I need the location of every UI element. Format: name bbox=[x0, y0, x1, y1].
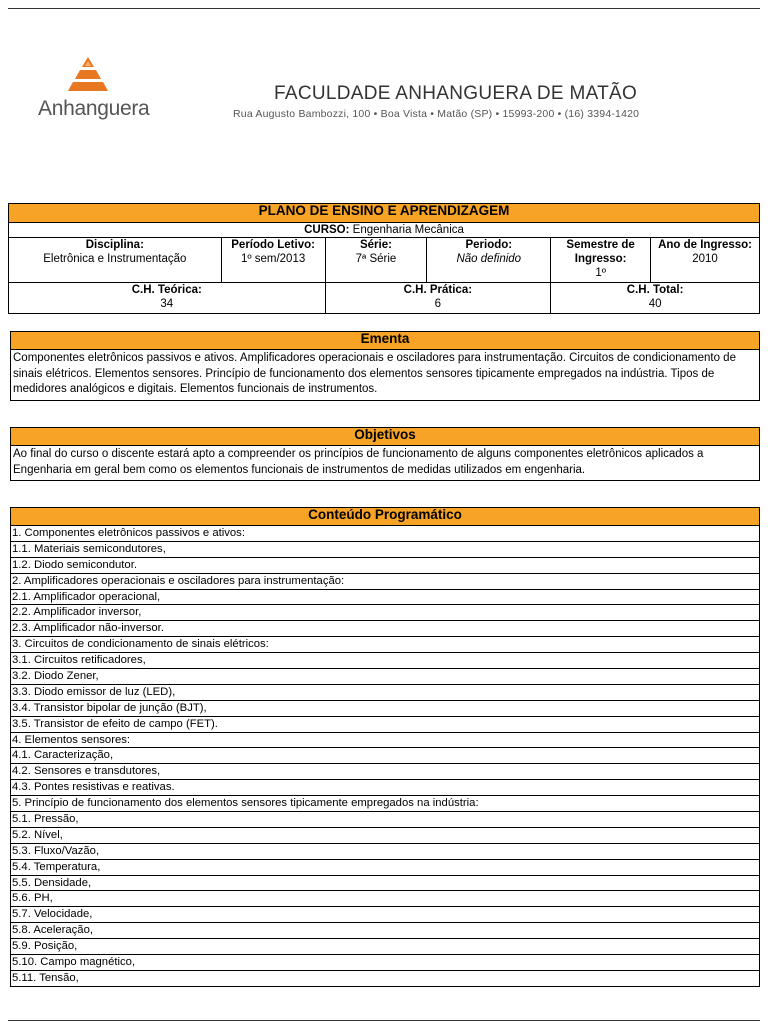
ch-pratica-label: C.H. Prática: bbox=[403, 284, 473, 296]
conteudo-item: 1.2. Diodo semicondutor. bbox=[11, 557, 760, 573]
conteudo-item: 1. Componentes eletrônicos passivos e ativos: bbox=[11, 526, 760, 542]
conteudo-title: Conteúdo Programático bbox=[11, 508, 760, 526]
conteudo-item: 5.11. Tensão, bbox=[11, 970, 760, 986]
table-row bbox=[11, 637, 760, 653]
table-row bbox=[11, 621, 760, 637]
table-row bbox=[11, 684, 760, 700]
disciplina-cell bbox=[9, 238, 222, 283]
table-row bbox=[11, 907, 760, 923]
conteudo-item: 3.1. Circuitos retificadores, bbox=[11, 653, 760, 669]
plan-info-table bbox=[8, 203, 760, 314]
conteudo-item: 3.5. Transistor de efeito de campo (FET). bbox=[11, 716, 760, 732]
table-row bbox=[11, 812, 760, 828]
table-row bbox=[11, 700, 760, 716]
ch-pratica-cell bbox=[325, 283, 551, 314]
objetivos-title: Objetivos bbox=[11, 428, 760, 446]
conteudo-item: 2. Amplificadores operacionais e osciladores para instrumentação: bbox=[11, 573, 760, 589]
ch-pratica-value: 6 bbox=[434, 298, 442, 310]
conteudo-item: 1.1. Materiais semicondutores, bbox=[11, 541, 760, 557]
semestre-value: 1º bbox=[595, 267, 606, 279]
conteudo-section bbox=[10, 507, 760, 987]
conteudo-item: 5.1. Pressão, bbox=[11, 812, 760, 828]
periodo-letivo-label: Período Letivo: bbox=[231, 239, 315, 251]
table-row bbox=[11, 939, 760, 955]
table-row bbox=[11, 589, 760, 605]
conteudo-item: 5. Princípio de funcionamento dos elementos sensores tipicamente empregados na indústria: bbox=[11, 796, 760, 812]
table-row bbox=[11, 859, 760, 875]
table-row bbox=[11, 526, 760, 542]
periodo-value: Não definido bbox=[456, 253, 522, 265]
ch-teorica-cell bbox=[9, 283, 326, 314]
serie-value: 7ª Série bbox=[355, 253, 397, 265]
periodo-cell bbox=[427, 238, 551, 283]
conteudo-item: 4.2. Sensores e transdutores, bbox=[11, 764, 760, 780]
ano-cell bbox=[651, 238, 760, 283]
table-row bbox=[11, 827, 760, 843]
conteudo-item: 2.1. Amplificador operacional, bbox=[11, 589, 760, 605]
ch-total-value: 40 bbox=[648, 298, 662, 310]
logo-text: Anhanguera bbox=[38, 97, 150, 120]
conteudo-item: 5.9. Posição, bbox=[11, 939, 760, 955]
disciplina-value: Eletrônica e Instrumentação bbox=[43, 253, 187, 265]
conteudo-item: 4. Elementos sensores: bbox=[11, 732, 760, 748]
serie-cell bbox=[325, 238, 427, 283]
conteudo-item: 5.3. Fluxo/Vazão, bbox=[11, 843, 760, 859]
curso-value: Engenharia Mecânica bbox=[352, 224, 464, 236]
conteudo-item: 5.8. Aceleração, bbox=[11, 923, 760, 939]
conteudo-item: 5.4. Temperatura, bbox=[11, 859, 760, 875]
anhanguera-logo bbox=[36, 55, 150, 130]
conteudo-item: 5.6. PH, bbox=[11, 891, 760, 907]
table-row bbox=[11, 796, 760, 812]
ementa-text: Componentes eletrônicos passivos e ativos. Amplificadores operacionais e osciladores para instrumentação. Circuitos de condicionamento de sinais elétricos. Elementos sensores. Princípio de funcionamento dos elementos sensores tipicamente empregados na indústria. Tipos de medidores analógicos e digitais. Elementos funcionais de instrumentos. bbox=[11, 350, 760, 401]
table-row bbox=[11, 653, 760, 669]
conteudo-item: 2.3. Amplificador não-inversor. bbox=[11, 621, 760, 637]
periodo-label: Periodo: bbox=[465, 239, 513, 251]
plan-title: PLANO DE ENSINO E APRENDIZAGEM bbox=[9, 204, 760, 223]
table-row bbox=[11, 669, 760, 685]
conteudo-item: 3.2. Diodo Zener, bbox=[11, 669, 760, 685]
logo-triangle-icon bbox=[64, 55, 112, 95]
conteudo-item: 5.10. Campo magnético, bbox=[11, 955, 760, 971]
ch-teorica-value: 34 bbox=[160, 298, 174, 310]
table-row bbox=[11, 557, 760, 573]
semestre-label-1: Semestre de bbox=[566, 239, 635, 251]
conteudo-item: 4.1. Caracterização, bbox=[11, 748, 760, 764]
table-row bbox=[11, 970, 760, 986]
ementa-section bbox=[10, 331, 760, 401]
conteudo-item: 5.2. Nível, bbox=[11, 827, 760, 843]
top-rule bbox=[8, 8, 760, 9]
bottom-rule bbox=[8, 1020, 760, 1021]
ch-teorica-label: C.H. Teórica: bbox=[131, 284, 202, 296]
ch-total-label: C.H. Total: bbox=[626, 284, 684, 296]
periodo-letivo-value: 1º sem/2013 bbox=[240, 253, 306, 265]
ano-label: Ano de Ingresso: bbox=[658, 239, 752, 251]
table-row bbox=[11, 541, 760, 557]
table-row bbox=[11, 891, 760, 907]
institution-address: Rua Augusto Bambozzi, 100 • Boa Vista • Matão (SP) • 15993-200 • (16) 3394-1420 bbox=[233, 108, 640, 120]
ementa-title: Ementa bbox=[11, 332, 760, 350]
table-row bbox=[11, 732, 760, 748]
conteudo-item: 5.5. Densidade, bbox=[11, 875, 760, 891]
conteudo-item: 3.4. Transistor bipolar de junção (BJT), bbox=[11, 700, 760, 716]
periodo-letivo-cell bbox=[221, 238, 325, 283]
conteudo-item: 5.7. Velocidade, bbox=[11, 907, 760, 923]
table-row bbox=[11, 923, 760, 939]
semestre-cell bbox=[551, 238, 651, 283]
table-row bbox=[11, 748, 760, 764]
objetivos-section bbox=[10, 427, 760, 481]
conteudo-item: 3.3. Diodo emissor de luz (LED), bbox=[11, 684, 760, 700]
institution-name: FACULDADE ANHANGUERA DE MATÃO bbox=[274, 83, 638, 104]
conteudo-item: 4.3. Pontes resistivas e reativas. bbox=[11, 780, 760, 796]
ch-total-cell bbox=[551, 283, 760, 314]
disciplina-label: Disciplina: bbox=[85, 239, 144, 251]
curso-label: CURSO: bbox=[304, 224, 350, 236]
table-row bbox=[11, 780, 760, 796]
semestre-label-2: Ingresso: bbox=[574, 253, 627, 265]
serie-label: Série: bbox=[359, 239, 392, 251]
table-row bbox=[11, 605, 760, 621]
ano-value: 2010 bbox=[692, 253, 718, 265]
table-row bbox=[11, 875, 760, 891]
table-row bbox=[11, 843, 760, 859]
objetivos-text: Ao final do curso o discente estará apto a compreender os princípios de funcionamento de alguns componentes eletrônicos aplicados a Engenharia em geral bem como os elementos funcionais de instrumentos de medidas utilizados em engenharia. bbox=[11, 446, 760, 481]
letterhead bbox=[36, 55, 736, 135]
table-row bbox=[11, 764, 760, 780]
table-row bbox=[11, 716, 760, 732]
conteudo-item: 2.2. Amplificador inversor, bbox=[11, 605, 760, 621]
conteudo-item: 3. Circuitos de condicionamento de sinais elétricos: bbox=[11, 637, 760, 653]
curso-row bbox=[9, 223, 760, 238]
table-row bbox=[11, 955, 760, 971]
table-row bbox=[11, 573, 760, 589]
